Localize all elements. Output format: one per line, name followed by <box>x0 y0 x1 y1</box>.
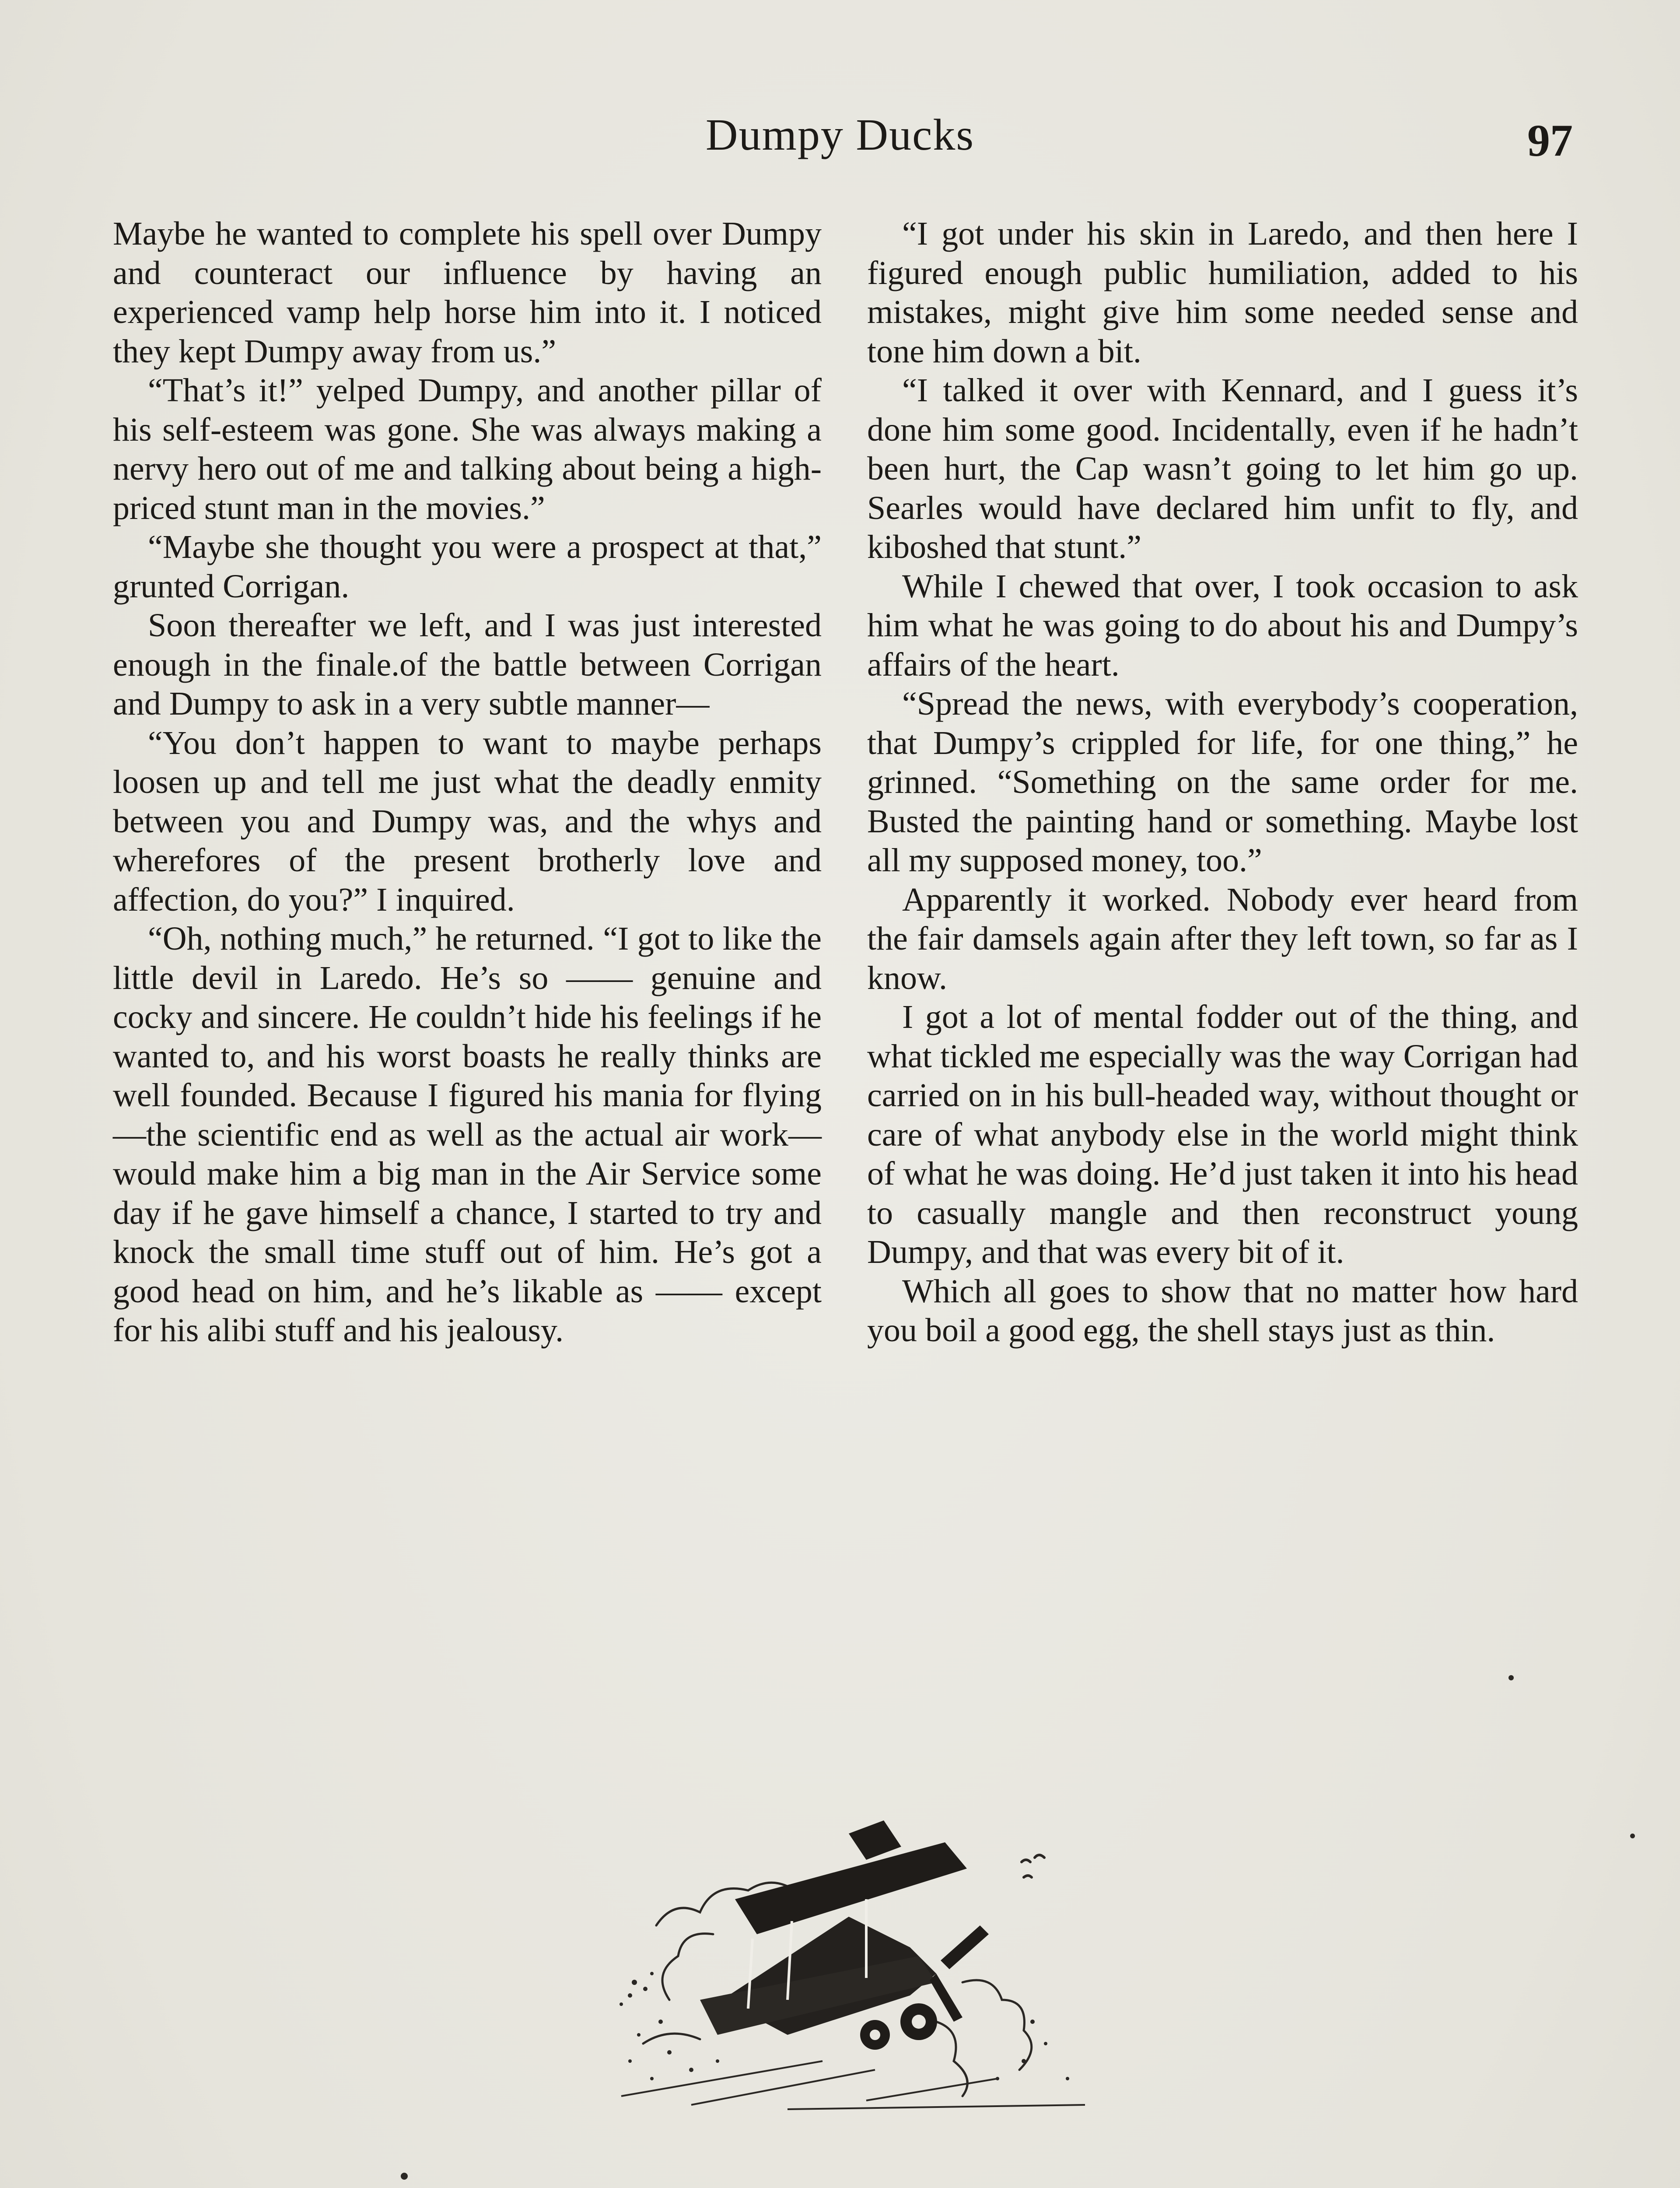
paragraph: “Spread the news, with everybody’s cooperation, that Dumpy’s crippled for life, for one thing,” he grinned. “Something on the same order for me. Busted the painting hand or something. Maybe lost all my supposed money, too.” <box>867 685 1578 879</box>
paragraph: “That’s it!” yelped Dumpy, and another pillar of his self-esteem was gone. She was always making a nervy hero out of me and talking about being a high-priced stunt man in the movies.” <box>113 372 822 526</box>
ink-speck <box>401 2173 408 2180</box>
paragraph: Which all goes to show that no matter how hard you boil a good egg, the shell stays just as thin. <box>867 1273 1578 1349</box>
paragraph: Soon thereafter we left, and I was just interested enough in the finale.of the battle between Corrigan and Dumpy to ask in a very subtle manner— <box>113 607 822 722</box>
paragraph: “You don’t happen to want to maybe perhaps loosen up and tell me just what the deadly enmity between you and Dumpy was, and the whys and wherefores of the present brotherly love and affection, do you?” I inquired. <box>113 724 822 918</box>
ink-speck <box>1630 1834 1635 1838</box>
paragraph: Apparently it worked. Nobody ever heard from the fair damsels again after they left town, so far as I know. <box>867 881 1578 996</box>
right-column <box>867 214 1578 1350</box>
paragraph: I got a lot of mental fodder out of the thing, and what tickled me especially was the way Corrigan had carried on in his bull-headed way, without thought or care of what anybody else in the world might think of what he was doing. He’d just taken it into his head to casually mangle and then reconstruct young Dumpy, and that was every bit of it. <box>867 999 1578 1270</box>
left-column <box>113 214 822 1350</box>
running-head-title: Dumpy Ducks <box>705 110 975 160</box>
paragraph: “I talked it over with Kennard, and I guess it’s done him some good. Incidentally, even if he hadn’t been hurt, the Cap wasn’t going to let him go up. Searles would have declared him unfit to fly, and kiboshed that stunt.” <box>867 372 1578 565</box>
paragraph: “Oh, nothing much,” he returned. “I got to like the little devil in Laredo. He’s so —— genuine and cocky and sincere. He couldn’t hide his feelings if he wanted to, and his worst boasts he really thinks are well founded. Because I figured his mania for flying—the scientific end as well as the actual air work—would make him a big man in the Air Service some day if he gave himself a chance, I started to try and knock the small time stuff out of him. He’s got a good head on him, and he’s likable as —— except for his alibi stuff and his jealousy. <box>113 920 822 1349</box>
ink-speck <box>1508 1675 1514 1680</box>
biplane-crash-icon <box>604 1816 1107 2114</box>
paragraph: “Maybe she thought you were a prospect at that,” grunted Corrigan. <box>113 529 822 605</box>
page-number: 97 <box>1527 116 1573 166</box>
paragraph: “I got under his skin in Laredo, and then here I figured enough public humiliation, added to his mistakes, might give him some needed sense and tone him down a bit. <box>867 215 1578 370</box>
paragraph: Maybe he wanted to complete his spell over Dumpy and counteract our influence by having an experienced vamp help horse him into it. I noticed they kept Dumpy away from us.” <box>113 215 822 370</box>
paragraph: While I chewed that over, I took occasion to ask him what he was going to do about his and Dumpy’s affairs of the heart. <box>867 568 1578 683</box>
